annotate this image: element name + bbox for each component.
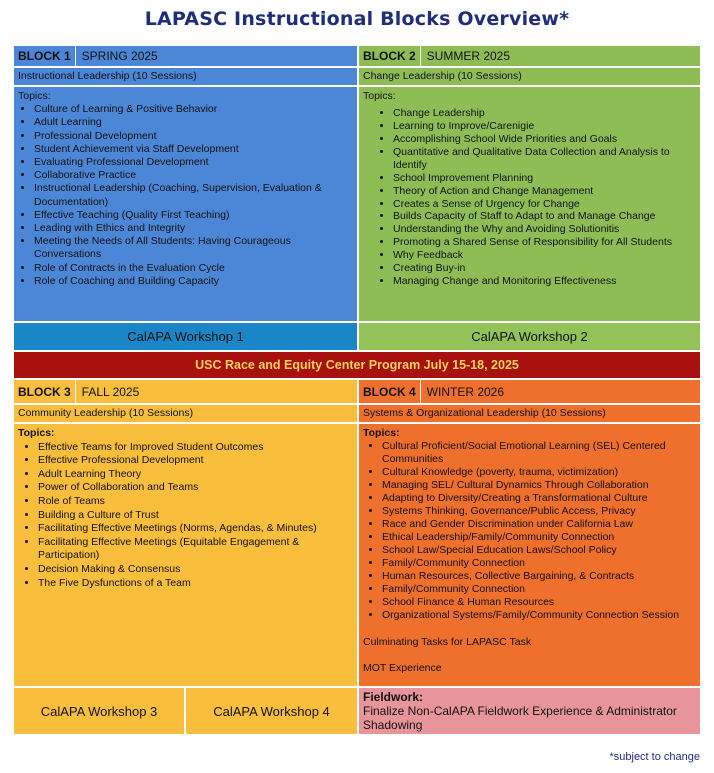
fieldwork-heading: Fieldwork: — [363, 690, 424, 704]
block4-topic-item: • Family/Community Connection — [382, 583, 696, 596]
program-banner: USC Race and Equity Center Program July 15-18, 2025 — [13, 351, 701, 379]
block3-topic-item: • The Five Dysfunctions of a Team — [38, 577, 353, 591]
page-title: LAPASC Instructional Blocks Overview* — [144, 8, 570, 30]
block3-workshop-3: CalAPA Workshop 3 — [13, 687, 185, 735]
block4-topics-heading: Topics: — [363, 427, 400, 439]
block1-subtitle: Instructional Leadership (10 Sessions) — [13, 67, 358, 86]
block3-header — [13, 379, 358, 404]
fieldwork-text: Finalize Non-CalAPA Fieldwork Experience & Administrator Shadowing — [363, 704, 677, 732]
block1-topic-item: • Evaluating Professional Development — [34, 156, 353, 169]
block1-topic-item: • Professional Development — [34, 130, 353, 143]
block2-workshop: CalAPA Workshop 2 — [358, 322, 701, 351]
block2-topic-item: • Learning to Improve/Carenigie — [393, 120, 696, 133]
block3-subtitle: Community Leadership (10 Sessions) — [13, 404, 358, 423]
block4-topics — [358, 423, 701, 687]
block2-topic-item: • Accomplishing School Wide Priorities and Goals — [393, 133, 696, 146]
block4-topic-item: • Cultural Proficient/Social Emotional Learning (SEL) Centered Communities — [382, 440, 696, 466]
block1-topic-item: • Leading with Ethics and Integrity — [34, 222, 353, 235]
block4-topic-item: • Human Resources, Collective Bargaining, & Contracts — [382, 570, 696, 583]
block1-topic-item: • Effective Teaching (Quality First Teaching) — [34, 209, 353, 222]
block4-term: WINTER 2026 — [426, 385, 505, 399]
block3-topic-item: • Effective Teams for Improved Student Outcomes — [38, 441, 353, 455]
block4-topic-item: • Adapting to Diversity/Creating a Transformational Culture — [382, 492, 696, 505]
block3-topic-item: • Facilitating Effective Meetings (Equitable Engagement & Participation) — [38, 536, 353, 563]
block4-topic-item: • School Law/Special Education Laws/School Policy — [382, 544, 696, 557]
block4-mot: MOT Experience — [363, 662, 442, 674]
block3-topics-heading: Topics: — [18, 427, 55, 439]
block2-topic-item: • Promoting a Shared Sense of Responsibility for All Students — [393, 236, 696, 249]
block2-topic-item: • School Improvement Planning — [393, 172, 696, 185]
block3-topic-item: • Effective Professional Development — [38, 454, 353, 468]
block2-topic-item: • Creating Buy-in — [393, 262, 696, 275]
block3-topic-item: • Building a Culture of Trust — [38, 509, 353, 523]
block1-topic-item: • Meeting the Needs of All Students: Having Courageous Conversations — [34, 235, 353, 261]
block2-topic-item: • Creates a Sense of Urgency for Change — [393, 198, 696, 211]
block2-topic-item: • Quantitative and Qualitative Data Collection and Analysis to Identify — [393, 146, 696, 172]
block4-topic-item: • Systems Thinking, Governance/Public Access, Privacy — [382, 505, 696, 518]
block4-topic-item: • Race and Gender Discrimination under California Law — [382, 518, 696, 531]
block1-term: SPRING 2025 — [81, 49, 158, 63]
block1-topic-item: • Adult Learning — [34, 116, 353, 129]
footnote: *subject to change — [609, 751, 700, 763]
block3-label: BLOCK 3 — [14, 380, 76, 404]
block2-topic-list — [363, 107, 696, 288]
block3-topics — [13, 423, 358, 687]
block1-topic-item: • Role of Coaching and Building Capacity — [34, 275, 353, 288]
block4-label: BLOCK 4 — [359, 380, 421, 404]
block3-topic-item: • Adult Learning Theory — [38, 468, 353, 482]
block2-topic-item: • Understanding the Why and Avoiding Solutionitis — [393, 223, 696, 236]
block2-label: BLOCK 2 — [359, 46, 421, 66]
block4-topic-item: • Organizational Systems/Family/Community Connection Session — [382, 609, 696, 622]
block1-header — [13, 45, 358, 67]
block2-topic-item: • Managing Change and Monitoring Effectiveness — [393, 275, 696, 288]
block2-topics-heading: Topics: — [363, 90, 396, 102]
block1-topic-item: • Culture of Learning & Positive Behavior — [34, 103, 353, 116]
block1-label: BLOCK 1 — [14, 46, 76, 66]
block1-workshop: CalAPA Workshop 1 — [13, 322, 358, 351]
block4-topic-item: • Cultural Knowledge (poverty, trauma, victimization) — [382, 466, 696, 479]
block1-topic-list — [18, 103, 353, 288]
block2-topic-item: • Builds Capacity of Staff to Adapt to and Manage Change — [393, 210, 696, 223]
block3-topic-list — [18, 441, 353, 591]
block3-topic-item: • Role of Teams — [38, 495, 353, 509]
block4-fieldwork — [358, 687, 701, 735]
block3-term: FALL 2025 — [81, 385, 140, 399]
block2-subtitle: Change Leadership (10 Sessions) — [358, 67, 701, 86]
block2-topic-item: • Theory of Action and Change Management — [393, 185, 696, 198]
block2-topic-item: • Change Leadership — [393, 107, 696, 120]
block4-topic-item: • Ethical Leadership/Family/Community Connection — [382, 531, 696, 544]
block4-topic-item: • School Finance & Human Resources — [382, 596, 696, 609]
block4-topic-item: • Managing SEL/ Cultural Dynamics Through Collaboration — [382, 479, 696, 492]
block1-topics — [13, 86, 358, 322]
block2-topic-item: • Why Feedback — [393, 249, 696, 262]
block4-header — [358, 379, 701, 404]
block3-workshop-4: CalAPA Workshop 4 — [185, 687, 358, 735]
block1-topics-heading: Topics: — [18, 90, 51, 102]
block2-topics — [358, 86, 701, 322]
block4-culminating: Culminating Tasks for LAPASC Task — [363, 636, 532, 648]
block2-term: SUMMER 2025 — [426, 49, 511, 63]
block2-header — [358, 45, 701, 67]
block1-topic-item: • Collaborative Practice — [34, 169, 353, 182]
block4-topic-list — [363, 440, 696, 622]
block3-topic-item: • Decision Making & Consensus — [38, 563, 353, 577]
block1-topic-item: • Instructional Leadership (Coaching, Supervision, Evaluation & Documentation) — [34, 182, 353, 208]
block3-topic-item: • Power of Collaboration and Teams — [38, 481, 353, 495]
block1-topic-item: • Role of Contracts in the Evaluation Cycle — [34, 262, 353, 275]
block1-topic-item: • Student Achievement via Staff Development — [34, 143, 353, 156]
block3-topic-item: • Facilitating Effective Meetings (Norms, Agendas, & Minutes) — [38, 522, 353, 536]
block4-subtitle: Systems & Organizational Leadership (10 Sessions) — [358, 404, 701, 423]
block4-topic-item: • Family/Community Connection — [382, 557, 696, 570]
